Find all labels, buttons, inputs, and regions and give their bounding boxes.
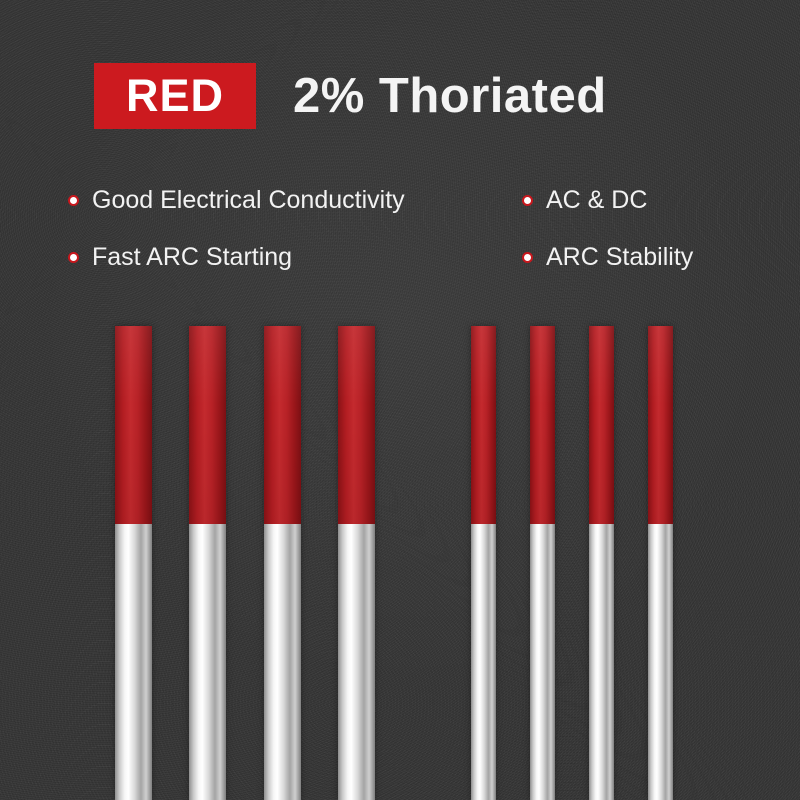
bullet-icon: [68, 252, 79, 263]
feature-item: [522, 237, 693, 277]
header: [94, 63, 607, 129]
feature-text: Good Electrical Conductivity: [92, 185, 405, 214]
electrode-large: [189, 326, 226, 800]
feature-item: [68, 180, 405, 220]
feature-list: [68, 180, 768, 280]
feature-text: Fast ARC Starting: [92, 242, 293, 271]
electrode-large: [115, 326, 152, 800]
electrode-small: [471, 326, 496, 800]
bullet-icon: [522, 195, 533, 206]
feature-item: [68, 237, 292, 277]
electrode-shaft: [648, 524, 673, 800]
electrode-small: [589, 326, 614, 800]
electrode-large: [264, 326, 301, 800]
electrode-small: [648, 326, 673, 800]
red-badge: [94, 63, 256, 129]
electrode-shaft: [264, 524, 301, 800]
electrode-shaft: [471, 524, 496, 800]
feature-item: [522, 180, 647, 220]
badge-label: RED: [125, 70, 224, 121]
electrode-shaft: [338, 524, 375, 800]
electrode-shaft: [115, 524, 152, 800]
product-title: 2% Thoriated: [293, 69, 607, 123]
electrode-shaft: [589, 524, 614, 800]
electrode-small: [530, 326, 555, 800]
bullet-icon: [68, 195, 79, 206]
feature-text: AC & DC: [546, 185, 648, 214]
electrode-shaft: [530, 524, 555, 800]
feature-text: ARC Stability: [546, 242, 694, 271]
electrode-shaft: [189, 524, 226, 800]
electrode-large: [338, 326, 375, 800]
bullet-icon: [522, 252, 533, 263]
